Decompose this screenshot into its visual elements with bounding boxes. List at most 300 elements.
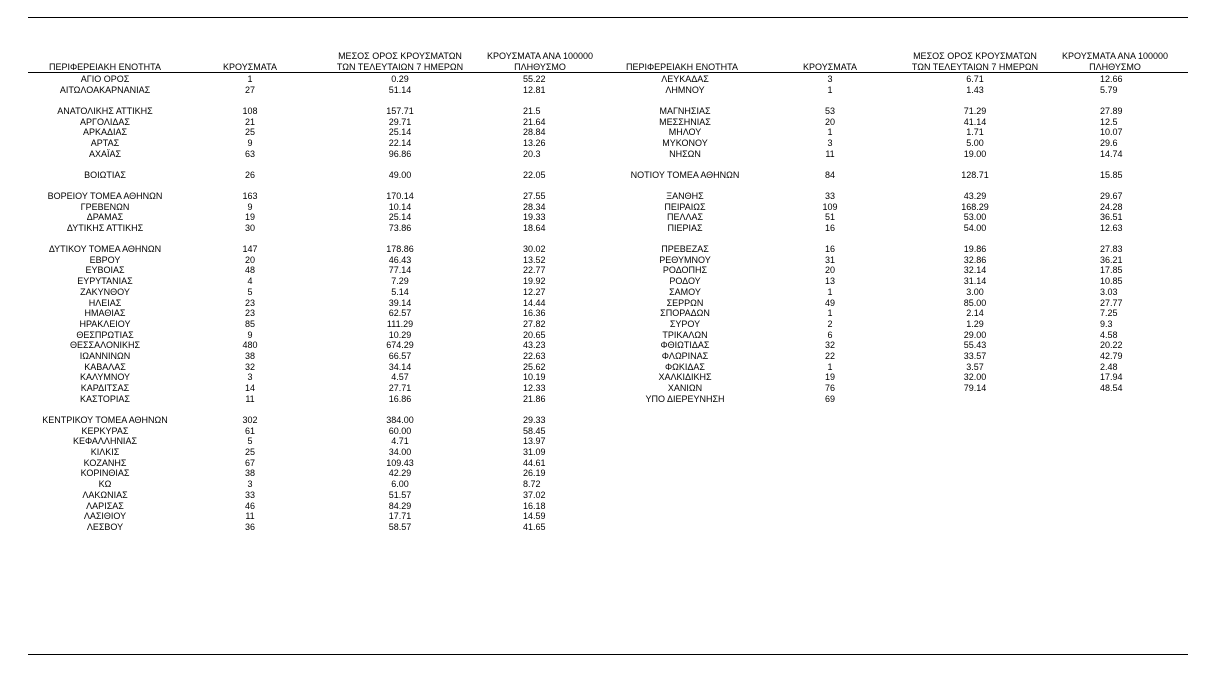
- cases-cell: 163: [242, 190, 258, 201]
- avg7-cell: 17.71: [388, 511, 412, 522]
- avg7-cell: 41.14: [963, 116, 987, 127]
- per100k-cell: 17.94: [1100, 372, 1123, 383]
- header-cases-right: ΚΡΟΥΣΜΑΤΑ: [803, 61, 857, 72]
- cases-cell: 14: [244, 383, 255, 394]
- avg7-cell: 96.86: [388, 148, 412, 159]
- region-cell: ΙΩΑΝΝΙΝΩΝ: [79, 351, 131, 361]
- region-cell: ΥΠΟ ΔΙΕΡΕΥΝΗΣΗ: [645, 393, 725, 404]
- per100k-cell: 29.33: [523, 414, 546, 425]
- table-row: [0, 426, 1216, 436]
- region-cell: ΗΛΕΙΑΣ: [88, 297, 122, 308]
- per100k-cell: 36.21: [1100, 254, 1123, 265]
- region-cell: ΠΡΕΒΕΖΑΣ: [661, 244, 709, 254]
- avg7-cell: 77.14: [388, 265, 412, 276]
- region-cell: ΑΡΓΟΛΙΔΑΣ: [80, 116, 130, 127]
- avg7-cell: 178.86: [386, 244, 414, 254]
- avg7-cell: 62.57: [388, 308, 412, 319]
- region-cell: ΚΑΛΥΜΝΟΥ: [79, 372, 131, 383]
- per100k-cell: 14.44: [523, 297, 546, 308]
- region-cell: ΛΗΜΝΟΥ: [665, 84, 705, 95]
- per100k-cell: 28.34: [523, 201, 546, 212]
- region-cell: ΛΑΡΙΣΑΣ: [86, 500, 124, 511]
- per100k-cell: 5.79: [1100, 84, 1118, 95]
- per100k-cell: 20.65: [523, 329, 546, 340]
- per100k-cell: 27.89: [1100, 105, 1123, 116]
- cases-cell: 6: [827, 329, 833, 340]
- table-row: [0, 479, 1216, 489]
- per100k-cell: 17.85: [1100, 265, 1123, 276]
- per100k-cell: 12.66: [1100, 74, 1123, 84]
- region-cell: ΖΑΚΥΝΘΟΥ: [80, 286, 130, 297]
- cases-cell: 108: [242, 105, 258, 116]
- cases-cell: 3: [247, 479, 253, 490]
- region-cell: ΡΟΔΟΠΗΣ: [662, 265, 708, 276]
- avg7-cell: 4.57: [391, 372, 409, 383]
- region-cell: ΛΕΣΒΟΥ: [86, 521, 124, 532]
- avg7-cell: 73.86: [388, 222, 412, 233]
- per100k-cell: 29.67: [1100, 190, 1123, 201]
- avg7-cell: 128.71: [961, 169, 989, 180]
- per100k-cell: 13.97: [523, 436, 546, 447]
- cases-cell: 21: [244, 116, 255, 127]
- avg7-cell: 1.71: [966, 127, 984, 138]
- table-row: [0, 308, 1216, 318]
- avg7-cell: 16.86: [388, 393, 412, 404]
- avg7-cell: 84.29: [388, 500, 412, 511]
- table-row: [0, 511, 1216, 521]
- per100k-cell: 25.62: [523, 361, 546, 372]
- top-rule: [28, 17, 1188, 18]
- avg7-cell: 157.71: [386, 105, 414, 116]
- per100k-cell: 55.22: [523, 74, 546, 84]
- cases-cell: 9: [247, 201, 253, 212]
- per100k-cell: 36.51: [1100, 212, 1123, 223]
- header-region-right: ΠΕΡΙΦΕΡΕΙΑΚΗ ΕΝΟΤΗΤΑ: [625, 61, 739, 72]
- table-row: [0, 372, 1216, 382]
- cases-cell: 13: [824, 276, 835, 287]
- region-cell: ΜΑΓΝΗΣΙΑΣ: [659, 105, 711, 116]
- region-cell: ΣΠΟΡΑΔΩΝ: [660, 308, 710, 319]
- cases-cell: 67: [244, 457, 255, 468]
- per100k-cell: 10.85: [1100, 276, 1123, 287]
- avg7-cell: 6.00: [391, 479, 409, 490]
- cases-cell: 84: [824, 169, 835, 180]
- region-cell: ΕΥΡΥΤΑΝΙΑΣ: [77, 276, 133, 287]
- avg7-cell: 4.71: [391, 436, 409, 447]
- avg7-cell: 42.29: [388, 468, 412, 479]
- avg7-cell: 19.00: [963, 148, 987, 159]
- table-row: [0, 287, 1216, 297]
- per100k-cell: 12.33: [523, 383, 546, 394]
- table-row: [0, 149, 1216, 159]
- region-cell: ΚΕΡΚΥΡΑΣ: [81, 425, 129, 436]
- cases-cell: 32: [824, 340, 835, 351]
- region-cell: ΠΕΛΛΑΣ: [666, 212, 704, 223]
- header-cases-left: ΚΡΟΥΣΜΑΤΑ: [223, 61, 277, 72]
- cases-cell: 16: [824, 244, 835, 254]
- region-cell: ΝΟΤΙΟΥ ΤΟΜΕΑ ΑΘΗΝΩΝ: [630, 169, 740, 180]
- region-cell: ΠΕΙΡΑΙΩΣ: [664, 201, 706, 212]
- per100k-cell: 21.64: [523, 116, 546, 127]
- region-cell: ΑΧΑΪΑΣ: [88, 148, 122, 159]
- region-cell: ΠΙΕΡΙΑΣ: [667, 222, 703, 233]
- per100k-cell: 41.65: [523, 521, 546, 532]
- header-avg7-right: ΜΕΣΟΣ ΟΡΟΣ ΚΡΟΥΣΜΑΤΩΝ ΤΩΝ ΤΕΛΕΥΤΑΙΩΝ 7 ΗΜΕΡΩΝ: [911, 51, 1039, 72]
- table-row: [0, 202, 1216, 212]
- table-row: [0, 522, 1216, 532]
- table-row: [0, 501, 1216, 511]
- avg7-cell: 3.00: [966, 286, 984, 297]
- avg7-cell: 1.29: [966, 318, 984, 329]
- region-cell: ΕΒΡΟΥ: [89, 254, 121, 265]
- per100k-cell: 3.03: [1100, 286, 1118, 297]
- region-cell: ΛΑΚΩΝΙΑΣ: [82, 489, 128, 500]
- cases-cell: 1: [827, 286, 833, 297]
- region-cell: ΧΑΝΙΩΝ: [667, 383, 703, 394]
- avg7-cell: 2.14: [966, 308, 984, 319]
- region-cell: ΓΡΕΒΕΝΩΝ: [80, 201, 130, 212]
- table-row: [0, 212, 1216, 222]
- per100k-cell: 27.82: [523, 318, 546, 329]
- per100k-cell: 28.84: [523, 127, 546, 138]
- table-row: [0, 265, 1216, 275]
- region-cell: ΜΕΣΣΗΝΙΑΣ: [659, 116, 711, 127]
- cases-cell: 16: [824, 222, 835, 233]
- region-cell: ΚΑΒΑΛΑΣ: [84, 361, 126, 372]
- avg7-cell: 34.00: [388, 447, 412, 457]
- cases-cell: 51: [824, 212, 835, 223]
- per100k-cell: 44.61: [523, 457, 546, 468]
- table-row: [0, 138, 1216, 148]
- table-row: [0, 298, 1216, 308]
- avg7-cell: 51.57: [388, 489, 412, 500]
- cases-cell: 1: [827, 84, 833, 95]
- cases-cell: 4: [247, 276, 253, 287]
- cases-cell: 20: [824, 116, 835, 127]
- cases-cell: 49: [824, 297, 835, 308]
- cases-cell: 25: [244, 127, 255, 138]
- cases-cell: 27: [244, 84, 255, 95]
- region-cell: ΚΕΦΑΛΛΗΝΙΑΣ: [72, 436, 138, 447]
- avg7-cell: 32.86: [963, 254, 987, 265]
- region-cell: ΔΡΑΜΑΣ: [86, 212, 124, 223]
- region-cell: ΘΕΣΠΡΩΤΙΑΣ: [76, 329, 134, 340]
- avg7-cell: 43.29: [963, 190, 987, 201]
- cases-cell: 85: [244, 318, 255, 329]
- cases-cell: 147: [242, 244, 258, 254]
- table-row: [0, 276, 1216, 286]
- avg7-cell: 7.29: [391, 276, 409, 287]
- cases-cell: 53: [824, 105, 835, 116]
- per100k-cell: 20.3: [523, 148, 541, 159]
- cases-cell: 61: [244, 425, 255, 436]
- region-cell: ΛΕΥΚΑΔΑΣ: [661, 74, 709, 84]
- table-row: [0, 170, 1216, 180]
- avg7-cell: 25.14: [388, 127, 412, 138]
- region-cell: ΗΜΑΘΙΑΣ: [84, 308, 126, 319]
- per100k-cell: 14.74: [1100, 148, 1123, 159]
- region-cell: ΑΡΤΑΣ: [90, 137, 120, 148]
- region-cell: ΒΟΙΩΤΙΑΣ: [84, 169, 126, 180]
- bottom-rule: [28, 654, 1188, 655]
- cases-cell: 31: [824, 254, 835, 265]
- table-row: [0, 223, 1216, 233]
- cases-cell: 3: [827, 74, 833, 84]
- cases-cell: 19: [244, 212, 255, 223]
- avg7-cell: 384.00: [386, 414, 414, 425]
- cases-cell: 25: [244, 447, 255, 457]
- avg7-cell: 34.14: [388, 361, 412, 372]
- per100k-cell: 7.25: [1100, 308, 1118, 319]
- cases-cell: 69: [824, 393, 835, 404]
- per100k-cell: 8.72: [523, 479, 541, 490]
- per100k-cell: 12.5: [1100, 116, 1118, 127]
- avg7-cell: 1.43: [966, 84, 984, 95]
- avg7-cell: 0.29: [391, 74, 409, 84]
- region-cell: ΦΘΙΩΤΙΔΑΣ: [660, 340, 710, 351]
- per100k-cell: 4.58: [1100, 329, 1118, 340]
- cases-cell: 23: [244, 308, 255, 319]
- region-cell: ΞΑΝΘΗΣ: [666, 190, 704, 201]
- per100k-cell: 10.19: [523, 372, 546, 383]
- avg7-cell: 39.14: [388, 297, 412, 308]
- cases-cell: 3: [247, 372, 253, 383]
- cases-cell: 36: [244, 521, 255, 532]
- avg7-cell: 6.71: [966, 74, 984, 84]
- cases-cell: 33: [244, 489, 255, 500]
- cases-cell: 5: [247, 436, 253, 447]
- cases-cell: 302: [242, 414, 258, 425]
- table-row: [0, 255, 1216, 265]
- table-header-row: [0, 44, 1216, 72]
- avg7-cell: 5.14: [391, 286, 409, 297]
- per100k-cell: 16.18: [523, 500, 546, 511]
- avg7-cell: 66.57: [388, 351, 412, 361]
- region-cell: ΜΥΚΟΝΟΥ: [662, 137, 708, 148]
- cases-cell: 480: [242, 340, 258, 351]
- avg7-cell: 109.43: [386, 457, 414, 468]
- per100k-cell: 12.27: [523, 286, 546, 297]
- cases-cell: 5: [247, 286, 253, 297]
- avg7-cell: 29.00: [963, 329, 987, 340]
- avg7-cell: 55.43: [963, 340, 987, 351]
- per100k-cell: 42.79: [1100, 351, 1123, 361]
- region-cell: ΘΕΣΣΑΛΟΝΙΚΗΣ: [69, 340, 141, 351]
- avg7-cell: 19.86: [963, 244, 987, 254]
- cases-cell: 1: [247, 74, 253, 84]
- avg7-cell: 25.14: [388, 212, 412, 223]
- region-cell: ΑΝΑΤΟΛΙΚΗΣ ΑΤΤΙΚΗΣ: [57, 105, 153, 116]
- avg7-cell: 111.29: [386, 318, 414, 329]
- region-cell: ΛΑΣΙΘΙΟΥ: [83, 511, 127, 522]
- region-cell: ΣΑΜΟΥ: [669, 286, 701, 297]
- region-cell: ΚΟΖΑΝΗΣ: [83, 457, 127, 468]
- table-row: [0, 447, 1216, 457]
- avg7-cell: 168.29: [961, 201, 989, 212]
- table-row: [0, 383, 1216, 393]
- header-avg7-left: ΜΕΣΟΣ ΟΡΟΣ ΚΡΟΥΣΜΑΤΩΝ ΤΩΝ ΤΕΛΕΥΤΑΙΩΝ 7 ΗΜΕΡΩΝ: [336, 51, 464, 72]
- per100k-cell: 27.83: [1100, 244, 1123, 254]
- region-cell: ΚΕΝΤΡΙΚΟΥ ΤΟΜΕΑ ΑΘΗΝΩΝ: [42, 414, 168, 425]
- avg7-cell: 71.29: [963, 105, 987, 116]
- cases-cell: 109: [822, 201, 838, 212]
- region-cell: ΑΓΙΟ ΟΡΟΣ: [80, 74, 130, 84]
- avg7-cell: 10.29: [388, 329, 412, 340]
- per100k-cell: 2.48: [1100, 361, 1118, 372]
- region-cell: ΚΩ: [98, 479, 112, 490]
- header-per100k-right: ΚΡΟΥΣΜΑΤΑ ΑΝΑ 100000 ΠΛΗΘΥΣΜΟ: [1062, 51, 1168, 72]
- avg7-cell: 674.29: [386, 340, 414, 351]
- cases-cell: 11: [245, 511, 255, 522]
- cases-cell: 9: [247, 137, 253, 148]
- cases-cell: 46: [244, 500, 255, 511]
- avg7-cell: 170.14: [386, 190, 414, 201]
- avg7-cell: 22.14: [388, 137, 412, 148]
- per100k-cell: 21.5: [523, 105, 541, 116]
- cases-cell: 20: [824, 265, 835, 276]
- avg7-cell: 51.14: [388, 84, 412, 95]
- table-row: [0, 127, 1216, 137]
- avg7-cell: 32.14: [963, 265, 987, 276]
- cases-cell: 2: [827, 318, 833, 329]
- cases-cell: 1: [827, 361, 833, 372]
- per100k-cell: 43.23: [523, 340, 546, 351]
- header-underline: [28, 72, 1188, 73]
- cases-cell: 11: [245, 393, 255, 404]
- per100k-cell: 27.77: [1100, 297, 1123, 308]
- cases-cell: 22: [824, 351, 835, 361]
- avg7-cell: 31.14: [963, 276, 987, 287]
- table-row: [0, 415, 1216, 425]
- table-row: [0, 458, 1216, 468]
- avg7-cell: 10.14: [388, 201, 412, 212]
- per100k-cell: 48.54: [1100, 383, 1123, 394]
- region-cell: ΑΡΚΑΔΙΑΣ: [82, 127, 128, 138]
- cases-cell: 20: [244, 254, 255, 265]
- cases-cell: 1: [827, 127, 833, 138]
- avg7-cell: 49.00: [388, 169, 412, 180]
- region-cell: ΚΑΣΤΟΡΙΑΣ: [80, 393, 130, 404]
- per100k-cell: 13.26: [523, 137, 546, 148]
- per100k-cell: 22.63: [523, 351, 546, 361]
- avg7-cell: 79.14: [963, 383, 987, 394]
- region-cell: ΦΛΩΡΙΝΑΣ: [661, 351, 709, 361]
- region-cell: ΚΙΛΚΙΣ: [90, 447, 120, 457]
- per100k-cell: 15.85: [1100, 169, 1123, 180]
- table-row: [0, 330, 1216, 340]
- region-cell: ΚΟΡΙΝΘΙΑΣ: [80, 468, 130, 479]
- table-row: [0, 191, 1216, 201]
- cases-cell: 19: [824, 372, 835, 383]
- per100k-cell: 13.52: [523, 254, 546, 265]
- region-cell: ΚΑΡΔΙΤΣΑΣ: [80, 383, 130, 394]
- per100k-cell: 37.02: [523, 489, 546, 500]
- per100k-cell: 9.3: [1100, 318, 1113, 329]
- table-row: [0, 436, 1216, 446]
- region-cell: ΑΙΤΩΛΟΑΚΑΡΝΑΝΙΑΣ: [59, 84, 151, 95]
- cases-cell: 33: [824, 190, 835, 201]
- cases-cell: 3: [827, 137, 833, 148]
- region-cell: ΝΗΣΩΝ: [669, 148, 701, 159]
- per100k-cell: 30.02: [523, 244, 546, 254]
- cases-cell: 32: [244, 361, 255, 372]
- region-cell: ΗΡΑΚΛΕΙΟΥ: [79, 318, 131, 329]
- per100k-cell: 22.05: [523, 169, 546, 180]
- cases-cell: 76: [824, 383, 835, 394]
- per100k-cell: 21.86: [523, 393, 546, 404]
- region-cell: ΔΥΤΙΚΟΥ ΤΟΜΕΑ ΑΘΗΝΩΝ: [48, 244, 162, 254]
- per100k-cell: 19.33: [523, 212, 546, 223]
- cases-cell: 48: [244, 265, 255, 276]
- per100k-cell: 18.64: [523, 222, 546, 233]
- avg7-cell: 5.00: [966, 137, 984, 148]
- avg7-cell: 54.00: [963, 222, 987, 233]
- avg7-cell: 3.57: [966, 361, 984, 372]
- region-cell: ΔΥΤΙΚΗΣ ΑΤΤΙΚΗΣ: [66, 222, 144, 233]
- table-row: [0, 244, 1216, 254]
- table-row: [0, 319, 1216, 329]
- table-row: [0, 106, 1216, 116]
- region-cell: ΤΡΙΚΑΛΩΝ: [662, 329, 708, 340]
- cases-cell: 63: [244, 148, 255, 159]
- table-row: [0, 85, 1216, 95]
- cases-cell: 11: [825, 148, 835, 159]
- table-row: [0, 490, 1216, 500]
- header-per100k-left: ΚΡΟΥΣΜΑΤΑ ΑΝΑ 100000 ΠΛΗΘΥΣΜΟ: [487, 51, 593, 72]
- avg7-cell: 58.57: [388, 521, 412, 532]
- table-row: [0, 117, 1216, 127]
- table-row: [0, 468, 1216, 478]
- region-cell: ΣΥΡΟΥ: [669, 318, 701, 329]
- header-region-left: ΠΕΡΙΦΕΡΕΙΑΚΗ ΕΝΟΤΗΤΑ: [48, 61, 162, 72]
- cases-cell: 30: [244, 222, 255, 233]
- per100k-cell: 20.22: [1100, 340, 1123, 351]
- cases-cell: 9: [247, 329, 253, 340]
- per100k-cell: 58.45: [523, 425, 546, 436]
- avg7-cell: 60.00: [388, 425, 412, 436]
- avg7-cell: 29.71: [388, 116, 412, 127]
- table-row: [0, 340, 1216, 350]
- per100k-cell: 14.59: [523, 511, 546, 522]
- avg7-cell: 85.00: [963, 297, 987, 308]
- region-cell: ΕΥΒΟΙΑΣ: [85, 265, 125, 276]
- per100k-cell: 26.19: [523, 468, 546, 479]
- avg7-cell: 27.71: [388, 383, 412, 394]
- region-cell: ΧΑΛΚΙΔΙΚΗΣ: [658, 372, 712, 383]
- avg7-cell: 53.00: [963, 212, 987, 223]
- table-row: [0, 351, 1216, 361]
- per100k-cell: 24.28: [1100, 201, 1123, 212]
- avg7-cell: 33.57: [963, 351, 987, 361]
- cases-cell: 26: [244, 169, 255, 180]
- per100k-cell: 27.55: [523, 190, 546, 201]
- region-cell: ΡΟΔΟΥ: [669, 276, 701, 287]
- per100k-cell: 10.07: [1100, 127, 1123, 138]
- per100k-cell: 12.81: [523, 84, 546, 95]
- cases-cell: 23: [244, 297, 255, 308]
- cases-cell: 38: [244, 468, 255, 479]
- cases-cell: 38: [244, 351, 255, 361]
- per100k-cell: 16.36: [523, 308, 546, 319]
- region-cell: ΒΟΡΕΙΟΥ ΤΟΜΕΑ ΑΘΗΝΩΝ: [47, 190, 163, 201]
- region-cell: ΦΩΚΙΔΑΣ: [665, 361, 705, 372]
- per100k-cell: 22.77: [523, 265, 546, 276]
- avg7-cell: 32.00: [963, 372, 987, 383]
- per100k-cell: 12.63: [1100, 222, 1123, 233]
- per100k-cell: 19.92: [523, 276, 546, 287]
- table-row: [0, 362, 1216, 372]
- per100k-cell: 29.6: [1100, 137, 1118, 148]
